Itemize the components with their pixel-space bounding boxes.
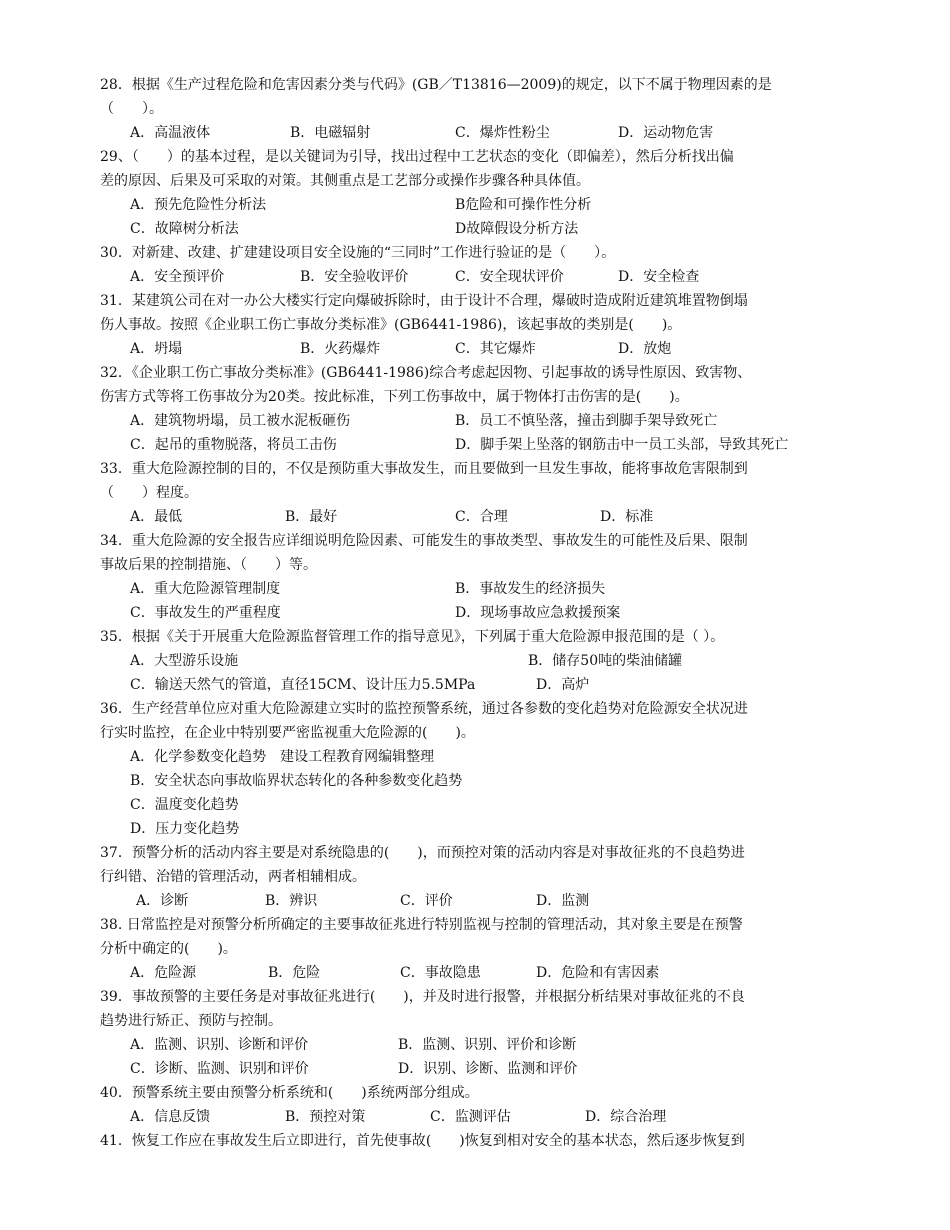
q28-option-a: A．高温液体	[130, 125, 211, 141]
q40-option-c: C．监测评估	[430, 1109, 511, 1125]
q36-option-a: A．化学参数变化趋势 建设工程教育网编辑整理	[130, 749, 435, 765]
q35-option-b: B．储存50吨的柴油储罐	[528, 653, 683, 669]
q34-option-d: D．现场事故应急救援预案	[455, 605, 621, 621]
q34-option-c: C．事故发生的严重程度	[130, 605, 281, 621]
q34-option-a: A．重大危险源管理制度	[130, 581, 281, 597]
q34-option-b: B．事故发生的经济损失	[455, 581, 606, 597]
question-38-line-2: 分析中确定的( )。	[100, 941, 237, 957]
q33-option-a: A．最低	[130, 509, 183, 525]
q36-option-c: C．温度变化趋势	[130, 797, 239, 813]
question-35-line-1: 35．根据《关于开展重大危险源监督管理工作的指导意见》，下列属于重大危险源申报范围的是（ ）。	[100, 629, 725, 645]
q32-option-d: D．脚手架上坠落的钢筋击中一员工头部，导致其死亡	[455, 437, 789, 453]
q37-option-d: D．监测	[536, 893, 590, 909]
q31-option-b: B．火药爆炸	[300, 341, 381, 357]
q39-option-b: B．监测、识别、评价和诊断	[398, 1037, 577, 1053]
q40-option-a: A．信息反馈	[130, 1109, 211, 1125]
q30-option-a: A．安全预评价	[130, 269, 225, 285]
q33-option-b: B．最好	[285, 509, 338, 525]
q30-option-b: B．安全验收评价	[300, 269, 409, 285]
question-33-line-1: 33．重大危险源控制的目的，不仅是预防重大事故发生，而且要做到一旦发生事故，能将事故危害限制到	[100, 461, 748, 477]
q38-option-b: B．危险	[268, 965, 321, 981]
question-34-line-2: 事故后果的控制措施、（ ）等。	[100, 557, 317, 573]
question-32-line-1: 32．《企业职工伤亡事故分类标准》(GB6441-1986)综合考虑起因物、引起事故的诱导性原因、致害物、	[100, 365, 752, 381]
q31-option-a: A．坍塌	[130, 341, 183, 357]
q35-option-c: C．输送天然气的管道，直径15CM、设计压力5.5MPa	[130, 677, 476, 693]
question-31-line-1: 31．某建筑公司在对一办公大楼实行定向爆破拆除时，由于设计不合理，爆破时造成附近建筑堆置物倒塌	[100, 293, 748, 309]
question-41-line-1: 41．恢复工作应在事故发生后立即进行，首先使事故( )恢复到相对安全的基本状态，然后逐步恢复到	[100, 1133, 745, 1149]
question-37-line-1: 37．预警分析的活动内容主要是对系统隐患的( )，而预控对策的活动内容是对事故征兆的不良趋势进	[100, 845, 745, 861]
question-37-line-2: 行纠错、治错的管理活动，两者相辅相成。	[100, 869, 366, 885]
q29-option-c: C．故障树分析法	[130, 221, 239, 237]
q28-option-d: D．运动物危害	[618, 125, 714, 141]
q29-option-b: B危险和可操作性分析	[455, 197, 592, 213]
q37-option-a: A．诊断	[136, 893, 189, 909]
question-38-line-1: 38. 日常监控是对预警分析所确定的主要事故征兆进行特别监视与控制的管理活动，其对象主要是在预警	[100, 917, 743, 933]
q40-option-b: B．预控对策	[285, 1109, 366, 1125]
q35-option-d: D．高炉	[536, 677, 590, 693]
q32-option-b: B．员工不慎坠落，撞击到脚手架导致死亡	[455, 413, 718, 429]
q33-option-c: C．合理	[455, 509, 508, 525]
q36-option-b: B．安全状态向事故临界状态转化的各种参数变化趋势	[130, 773, 463, 789]
q30-option-c: C．安全现状评价	[455, 269, 564, 285]
q35-option-a: A．大型游乐设施	[130, 653, 239, 669]
question-40-line-1: 40．预警系统主要由预警分析系统和( )系统两部分组成。	[100, 1085, 479, 1101]
q39-option-c: C．诊断、监测、识别和评价	[130, 1061, 309, 1077]
question-32-line-2: 伤害方式等将工伤事故分为20类。按此标准，下列工伤事故中，属于物体打击伤害的是( )。	[100, 389, 689, 405]
q39-option-d: D．识别、诊断、监测和评价	[398, 1061, 578, 1077]
q32-option-c: C．起吊的重物脱落，将员工击伤	[130, 437, 337, 453]
question-28-line-1: 28．根据《生产过程危险和危害因素分类与代码》(GB／T13816—2009)的规定，以下不属于物理因素的是	[100, 77, 772, 93]
q29-option-a: A．预先危险性分析法	[130, 197, 267, 213]
q36-option-d: D．压力变化趋势	[130, 821, 240, 837]
q30-option-d: D．安全检查	[618, 269, 700, 285]
question-36-line-2: 行实时监控，在企业中特别要严密监视重大危险源的( )。	[100, 725, 475, 741]
q33-option-d: D．标准	[600, 509, 654, 525]
question-39-line-2: 趋势进行矫正、预防与控制。	[100, 1013, 282, 1029]
question-31-line-2: 伤人事故。按照《企业职工伤亡事故分类标准》(GB6441-1986)，该起事故的类别是( )。	[100, 317, 682, 333]
question-34-line-1: 34．重大危险源的安全报告应详细说明危险因素、可能发生的事故类型、事故发生的可能性及后果、限制	[100, 533, 748, 549]
q32-option-a: A．建筑物坍塌，员工被水泥板砸伤	[130, 413, 351, 429]
question-36-line-1: 36．生产经营单位应对重大危险源建立实时的监控预警系统，通过各参数的变化趋势对危险源安全状况进	[100, 701, 748, 717]
q28-option-c: C．爆炸性粉尘	[455, 125, 550, 141]
question-33-line-2: （ ）程度。	[100, 485, 198, 501]
question-39-line-1: 39．事故预警的主要任务是对事故征兆进行( )，并及时进行报警，并根据分析结果对事故征兆的不良	[100, 989, 745, 1005]
q38-option-d: D．危险和有害因素	[536, 965, 660, 981]
q38-option-c: C．事故隐患	[400, 965, 481, 981]
question-28-line-2: （ ）。	[100, 101, 163, 117]
q37-option-c: C．评价	[400, 893, 453, 909]
q31-option-c: C．其它爆炸	[455, 341, 536, 357]
question-30-line-1: 30．对新建、改建、扩建建设项目安全设施的“三同时”工作进行验证的是（ ）。	[100, 245, 616, 261]
q39-option-a: A．监测、识别、诊断和评价	[130, 1037, 309, 1053]
question-29-line-2: 差的原因、后果及可采取的对策。其侧重点是工艺部分或操作步骤各种具体值。	[100, 173, 590, 189]
q37-option-b: B．辨识	[265, 893, 318, 909]
q29-option-d: D故障假设分析方法	[455, 221, 579, 237]
q28-option-b: B．电磁辐射	[290, 125, 371, 141]
q38-option-a: A．危险源	[130, 965, 197, 981]
q31-option-d: D．放炮	[618, 341, 672, 357]
q40-option-d: D．综合治理	[585, 1109, 667, 1125]
question-29-line-1: 29、（ ）的基本过程，是以关键词为引导，找出过程中工艺状态的变化（即偏差），然后分析找出偏	[100, 149, 734, 165]
